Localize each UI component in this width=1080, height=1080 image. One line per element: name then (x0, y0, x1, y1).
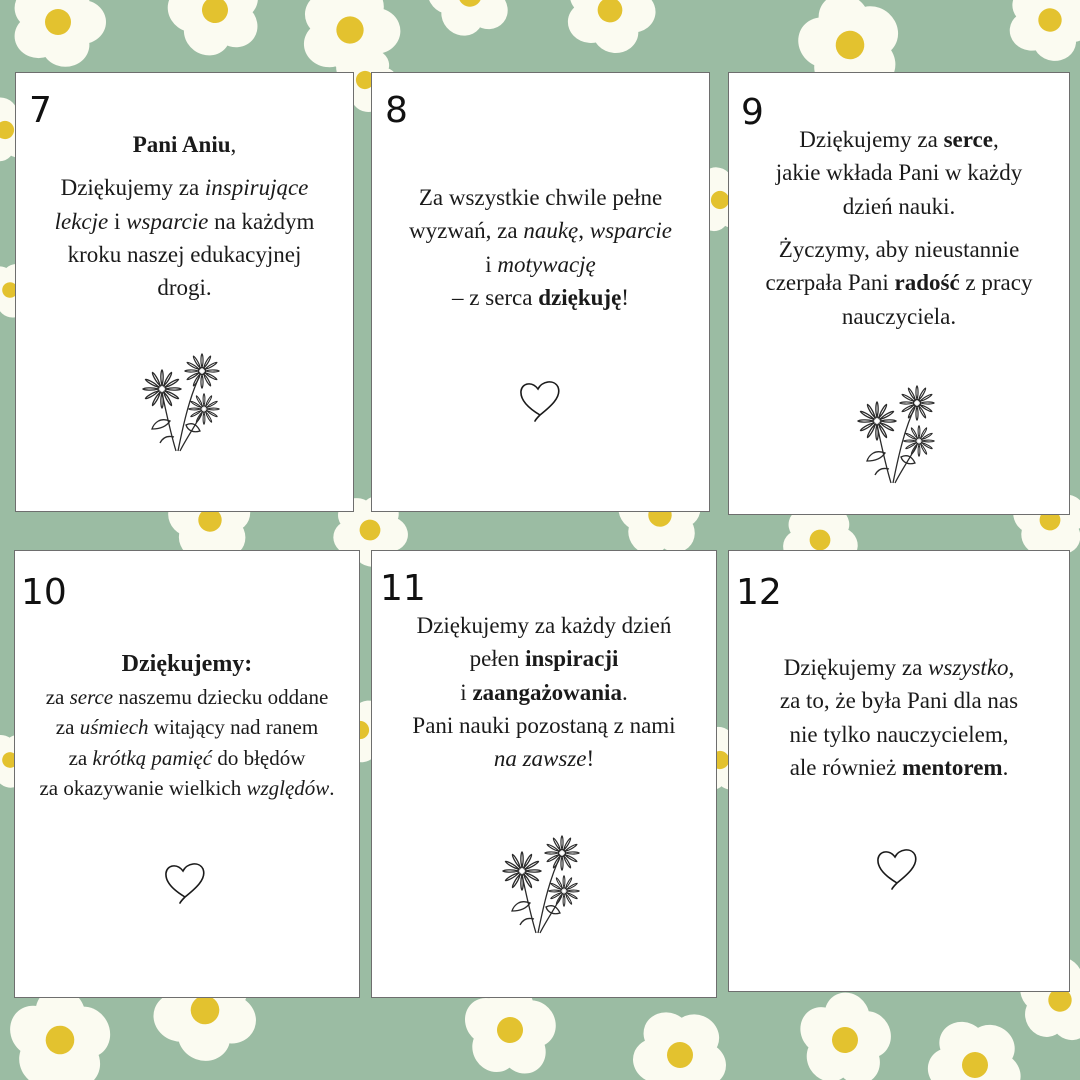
text-span-bold: radość (894, 270, 960, 296)
text-span: za okazywanie wielkich (39, 776, 247, 801)
card-number: 11 (380, 568, 426, 609)
card-10 (14, 550, 360, 998)
text-line: za to, że była Pani dla nas (779, 688, 1019, 714)
text-span-bold: dziękuję (538, 285, 622, 311)
text-span-italic: na zawsze (493, 746, 587, 772)
text-line: dzień nauki. (842, 193, 956, 219)
text-span: ale również (789, 755, 903, 781)
card-message (729, 651, 1069, 784)
card-number: 7 (29, 90, 52, 131)
text-span: . (621, 679, 628, 705)
card-message (372, 609, 716, 776)
text-span: pełen (469, 646, 526, 672)
text-line (729, 266, 1069, 299)
text-span-italic: względów (246, 776, 330, 801)
text-span-bold: inspiracji (525, 646, 619, 672)
text-span-italic: lekcje (54, 208, 109, 234)
text-span: do błędów (212, 745, 306, 770)
text-span: czerpała Pani (765, 270, 895, 296)
text-span-italic: krótką pamięć (92, 745, 213, 770)
text-span: za (45, 684, 70, 709)
heart-icon (875, 847, 921, 891)
daisy-bouquet-icon (140, 351, 224, 453)
text-span: ! (621, 285, 629, 311)
card-message (16, 128, 353, 305)
card-number: 10 (21, 572, 67, 613)
text-line (15, 773, 359, 803)
text-span: i (460, 679, 473, 705)
text-span: . (1002, 755, 1009, 781)
daisy-icon (414, 0, 529, 54)
daisy-icon (784, 980, 908, 1080)
heading: Dziękujemy: (121, 651, 253, 677)
text-span: , (992, 127, 999, 152)
text-span: i (485, 251, 498, 277)
text-line (729, 651, 1069, 684)
text-line: drogi. (157, 275, 212, 301)
text-span-italic: wszystko (928, 655, 1009, 680)
text-span-italic: wsparcie (589, 218, 672, 244)
text-span: Dziękujemy za (60, 175, 205, 201)
card-message (15, 647, 359, 804)
text-span: ! (586, 746, 595, 772)
text-line: jakie wkłada Pani w każdy (775, 160, 1023, 186)
text-span: naszemu dziecku oddane (113, 684, 329, 709)
text-span-italic: motywację (497, 251, 596, 277)
text-line (372, 676, 716, 709)
text-line: kroku naszej edukacyjnej (67, 242, 302, 268)
text-line (372, 742, 716, 775)
text-line (372, 214, 709, 247)
daisy-icon (15, 0, 106, 67)
card-11 (371, 550, 717, 998)
text-line (15, 712, 359, 742)
text-span-bold: serce (943, 127, 993, 152)
daisy-bouquet-icon (855, 383, 939, 485)
text-span: , (578, 218, 590, 244)
greeting: Pani Aniu (132, 132, 231, 157)
text-span: za (55, 715, 80, 740)
card-9 (728, 72, 1070, 515)
text-span: i (108, 208, 127, 234)
text-line: nauczyciela. (841, 303, 957, 329)
card-8 (371, 72, 710, 512)
daisy-icon (917, 1006, 1037, 1080)
card-7 (15, 72, 354, 512)
heart-icon (518, 379, 564, 423)
card-message (372, 181, 709, 314)
text-line (16, 205, 353, 238)
text-span: witający nad ranem (148, 715, 319, 740)
card-12 (728, 550, 1070, 992)
text-span-bold: mentorem (902, 755, 1003, 781)
greeting-comma: , (230, 132, 237, 157)
text-line: Dziękujemy za każdy dzień (416, 613, 672, 638)
text-span-bold: zaangażowania (472, 679, 622, 705)
text-line (729, 751, 1069, 784)
card-number: 8 (385, 90, 408, 131)
text-line (729, 123, 1069, 156)
text-span: na każdym (208, 208, 315, 234)
text-span: Dziękujemy za (783, 655, 929, 680)
card-number: 9 (741, 92, 764, 133)
greeting-line (16, 128, 353, 161)
text-span: za (68, 745, 93, 770)
card-number: 12 (736, 572, 782, 613)
text-span-italic: inspirujące (204, 175, 309, 201)
text-span-italic: serce (69, 684, 114, 709)
text-span: , (1008, 655, 1015, 680)
text-line (15, 682, 359, 712)
text-line: Życzymy, aby nieustannie (778, 237, 1020, 263)
daisy-bouquet-icon (500, 833, 584, 935)
text-line (372, 281, 709, 314)
heart-icon (163, 861, 209, 905)
text-line (372, 642, 716, 675)
daisy-icon (153, 0, 280, 75)
card-message (729, 123, 1069, 333)
text-span: z pracy (959, 270, 1033, 296)
text-line: nie tylko nauczycielem, (789, 721, 1009, 747)
text-span: . (329, 776, 335, 801)
daisy-icon (1007, 0, 1080, 65)
text-span-italic: uśmiech (79, 715, 149, 740)
text-span: wyzwań, za (409, 218, 524, 244)
text-span-italic: naukę (523, 218, 579, 244)
text-line: Pani nauki pozostaną z nami (412, 713, 676, 739)
daisy-icon (566, 0, 659, 56)
text-line: Za wszystkie chwile pełne (418, 185, 663, 210)
text-span: Dziękujemy za (799, 127, 944, 152)
text-line (16, 171, 353, 204)
text-span-italic: wsparcie (126, 208, 209, 234)
text-span: – z serca (452, 285, 539, 311)
text-line (15, 743, 359, 773)
text-line (372, 248, 709, 281)
daisy-icon (623, 997, 741, 1080)
